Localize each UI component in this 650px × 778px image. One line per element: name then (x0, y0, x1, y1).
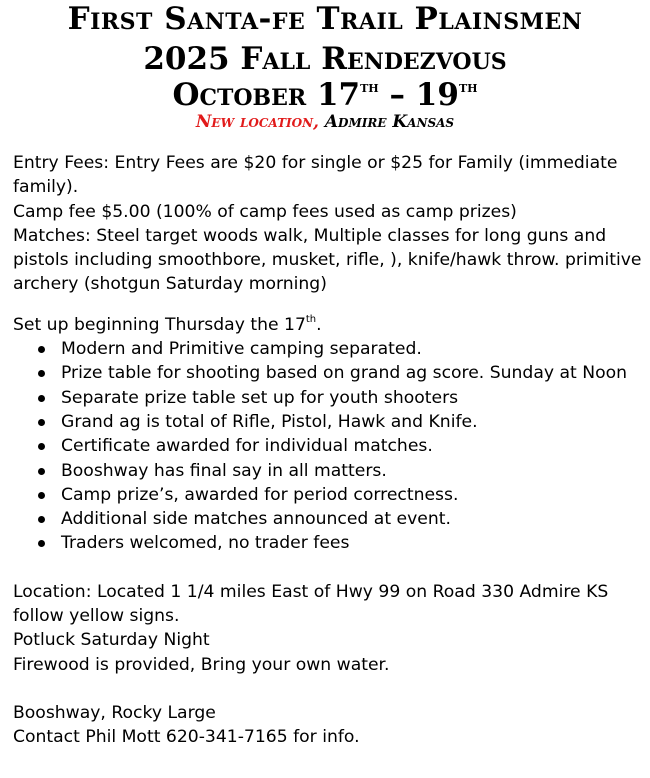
title-event-dates (0, 79, 650, 111)
date-end-suffix: th (458, 77, 478, 96)
booshway-text: Booshway, Rocky Large (13, 702, 216, 723)
setup-suffix: th (305, 313, 317, 325)
contact-text: Contact Phil Mott 620-341-7165 for info. (13, 727, 360, 748)
list-item: Additional side matches announced at event. (36, 507, 645, 531)
date-end: – 19 (378, 77, 459, 113)
list-item: Camp prize’s, awarded for period correctness. (36, 483, 645, 507)
location-name: Admire Kansas (318, 112, 455, 132)
list-item: Booshway has final say in all matters. (36, 459, 645, 483)
firewood-text: Firewood is provided, Bring your own water. (13, 654, 390, 675)
setup-main: Set up beginning Thursday the 17 (13, 314, 306, 335)
matches-text: Matches: Steel target woods walk, Multiple classes for long guns and pistols including smoothbore, musket, rifle, ), knife/hawk throw. primitive archery (shotgun Saturday morning) (13, 225, 642, 295)
list-item: Separate prize table set up for youth shooters (36, 386, 645, 410)
list-item: Traders welcomed, no trader fees (36, 531, 645, 555)
list-item: Modern and Primitive camping separated. (36, 337, 645, 361)
setup-text (13, 313, 645, 337)
list-item: Prize table for shooting based on grand ag score. Sunday at Noon (36, 361, 645, 385)
title-event-name: 2025 Fall Rendezvous (143, 41, 507, 77)
location-text: Location: Located 1 1/4 miles East of Hwy 99 on Road 330 Admire KS follow yellow signs. (13, 581, 609, 627)
date-start-suffix: th (360, 77, 379, 96)
title-club-name: First Santa-fe Trail Plainsmen (67, 1, 583, 37)
subtitle-location (0, 114, 650, 131)
list-item: Grand ag is total of Rifle, Pistol, Hawk and Knife. (36, 410, 645, 434)
date-start: October 17 (172, 77, 361, 113)
list-item: Certificate awarded for individual matches. (36, 434, 645, 458)
potluck-text: Potluck Saturday Night (13, 630, 210, 651)
new-location-label: New location, (195, 112, 319, 132)
flyer-body (13, 151, 645, 750)
setup-period: . (316, 314, 322, 335)
event-details-list (13, 337, 645, 556)
camp-fee-text: Camp fee $5.00 (100% of camp fees used as camp prizes) (13, 201, 517, 222)
entry-fees-text: Entry Fees: Entry Fees are $20 for single or $25 for Family (immediate family). (13, 153, 618, 198)
